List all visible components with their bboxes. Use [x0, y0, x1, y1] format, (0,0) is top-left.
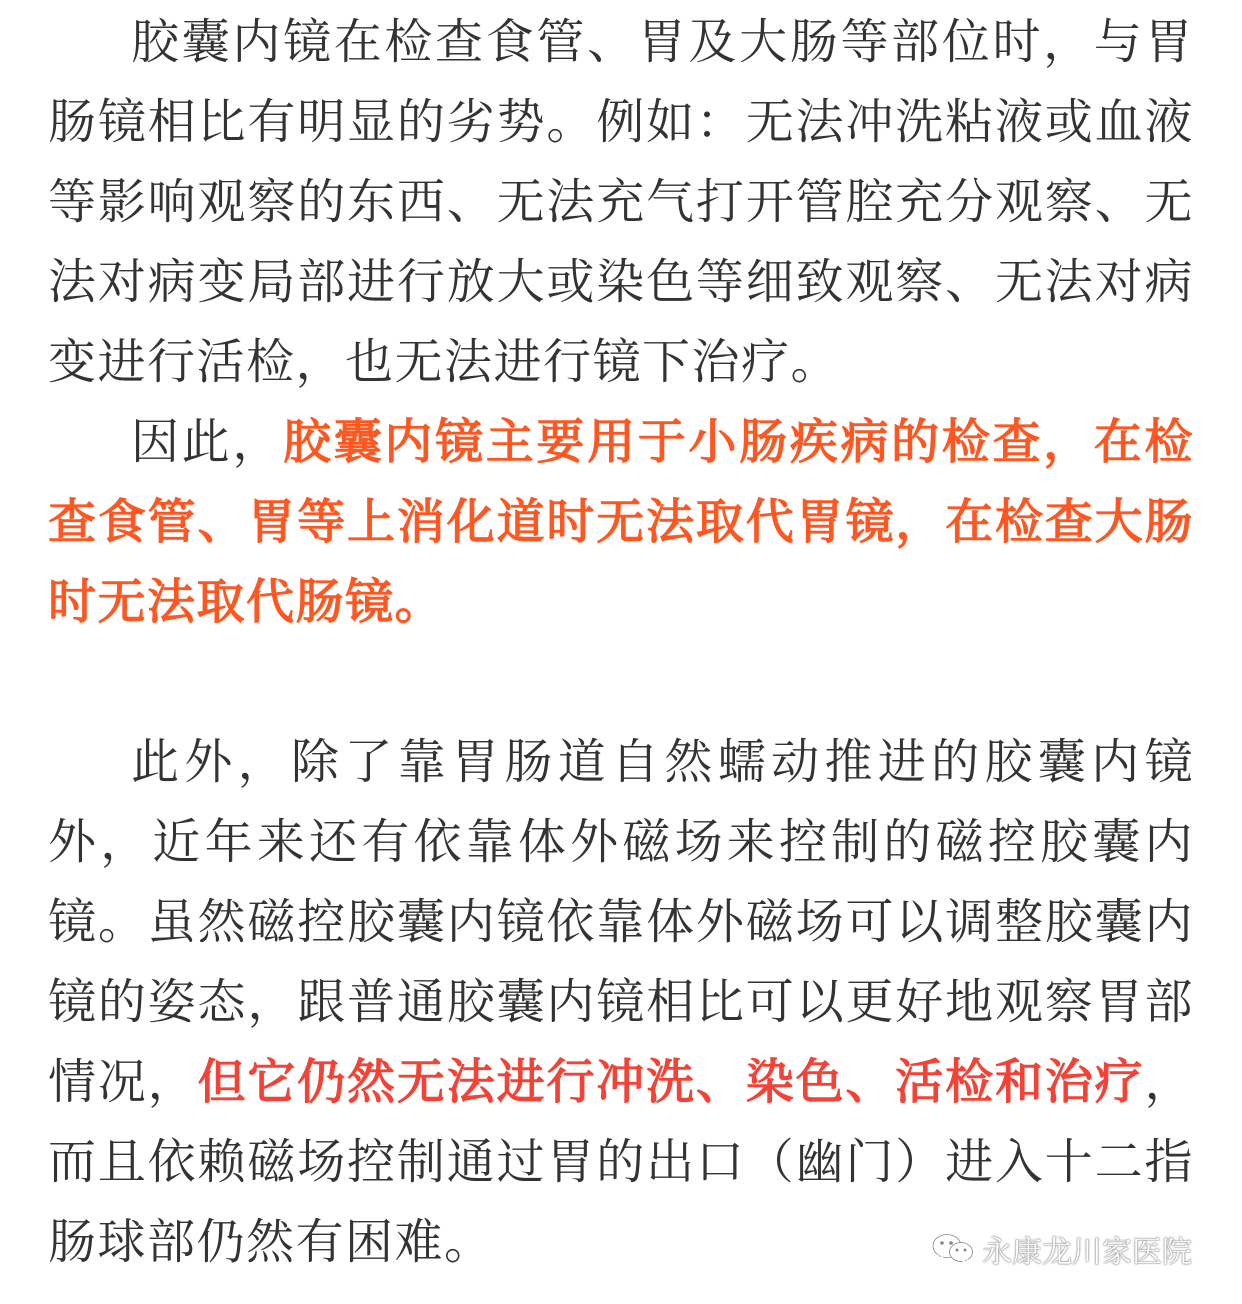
magnetic-tail: ，而且依赖磁场控制通过胃的出口（幽门）进入十二指肠球部仍然有困难。 [48, 1054, 1194, 1270]
watermark [930, 1224, 1192, 1274]
conclusion-lead: 因此， [131, 414, 284, 470]
paragraph-magnetic-capsule [48, 722, 1194, 1282]
magnetic-highlight: 但它仍然无法进行冲洗、染色、活检和治疗 [197, 1054, 1145, 1110]
conclusion-highlight: 胶囊内镜主要用于小肠疾病的检查，在检查食管、胃等上消化道时无法取代胃镜，在检查大肠时无法取代肠镜。 [48, 414, 1194, 630]
wechat-icon [930, 1230, 976, 1268]
watermark-text: 永康龙川家医院 [982, 1235, 1192, 1270]
paragraph-disadvantages: 胶囊内镜在检查食管、胃及大肠等部位时，与胃肠镜相比有明显的劣势。例如：无法冲洗粘液或血液等影响观察的东西、无法充气打开管腔充分观察、无法对病变局部进行放大或染色等细致观察、无法对病变进行活检，也无法进行镜下治疗。 [48, 14, 1194, 390]
paragraph-conclusion [48, 402, 1194, 642]
magnetic-lead: 此外，除了靠胃肠道自然蠕动推进的胶囊内镜外，近年来还有依靠体外磁场来控制的磁控胶囊内镜。虽然磁控胶囊内镜依靠体外磁场可以调整胶囊内镜的姿态，跟普通胶囊内镜相比可以更好地观察胃部情况， [48, 734, 1194, 1110]
